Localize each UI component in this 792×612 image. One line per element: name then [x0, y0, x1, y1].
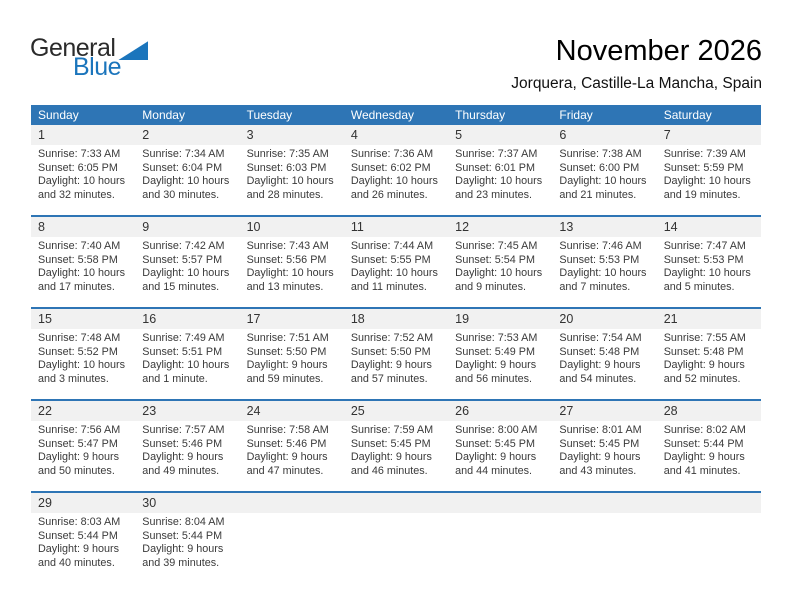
sunset-line: Sunset: 5:50 PM	[350, 345, 431, 358]
day-cell	[240, 145, 344, 202]
empty-day-number	[240, 493, 344, 513]
daylight-line: Daylight: 10 hours and 15 minutes.	[142, 267, 230, 293]
daylight-line: Daylight: 10 hours and 19 minutes.	[663, 175, 751, 201]
sunset-line: Sunset: 5:46 PM	[246, 437, 327, 450]
daylight-line: Daylight: 9 hours and 39 minutes.	[142, 543, 224, 569]
daylight-line: Daylight: 9 hours and 49 minutes.	[142, 451, 224, 477]
sunrise-line: Sunrise: 7:40 AM	[38, 240, 121, 252]
sunrise-line: Sunrise: 7:55 AM	[663, 332, 746, 344]
sunset-line: Sunset: 5:52 PM	[38, 345, 118, 358]
day-number: 9	[142, 220, 150, 234]
daylight-line: Daylight: 9 hours and 50 minutes.	[38, 451, 120, 477]
daylight-line: Daylight: 9 hours and 57 minutes.	[350, 359, 432, 385]
day-cell	[552, 329, 656, 386]
sunset-line: Sunset: 5:49 PM	[455, 345, 535, 358]
daylight-line: Daylight: 10 hours and 5 minutes.	[663, 267, 751, 293]
day-number: 13	[559, 220, 574, 234]
weekday-header-row	[31, 105, 761, 125]
sunset-line: Sunset: 5:55 PM	[350, 253, 431, 266]
day-cell	[135, 513, 239, 570]
day-cell	[240, 421, 344, 478]
empty-day-number	[344, 493, 448, 513]
sunset-line: Sunset: 5:48 PM	[663, 345, 744, 358]
day-cell	[31, 421, 135, 478]
calendar-body	[31, 125, 761, 583]
day-number: 26	[455, 404, 470, 418]
day-cell	[135, 329, 239, 386]
sunset-line: Sunset: 6:02 PM	[350, 161, 431, 174]
sunrise-line: Sunrise: 8:01 AM	[559, 424, 642, 436]
day-number: 16	[142, 312, 157, 326]
general-blue-logo	[30, 36, 148, 80]
empty-day-number	[448, 493, 552, 513]
daylight-line: Daylight: 9 hours and 56 minutes.	[455, 359, 537, 385]
day-header-tuesday: Tuesday	[246, 108, 293, 122]
day-cell	[552, 237, 656, 294]
sunrise-line: Sunrise: 7:57 AM	[142, 424, 225, 436]
sunrise-line: Sunrise: 8:04 AM	[142, 516, 225, 528]
sunset-line: Sunset: 6:03 PM	[246, 161, 327, 174]
day-cell	[448, 329, 552, 386]
day-number: 24	[246, 404, 261, 418]
sunrise-line: Sunrise: 7:48 AM	[38, 332, 121, 344]
sunset-line: Sunset: 5:45 PM	[455, 437, 535, 450]
daylight-line: Daylight: 9 hours and 59 minutes.	[246, 359, 328, 385]
day-cell	[552, 421, 656, 478]
week-row	[31, 125, 761, 215]
sunset-line: Sunset: 5:50 PM	[246, 345, 327, 358]
day-cell	[448, 237, 552, 294]
sunrise-line: Sunrise: 7:54 AM	[559, 332, 642, 344]
day-number: 7	[663, 128, 671, 142]
day-cell	[31, 513, 135, 570]
day-cell	[657, 421, 761, 478]
daylight-line: Daylight: 10 hours and 13 minutes.	[246, 267, 334, 293]
sunset-line: Sunset: 5:56 PM	[246, 253, 327, 266]
sunset-line: Sunset: 5:44 PM	[38, 529, 118, 542]
sunrise-line: Sunrise: 7:42 AM	[142, 240, 225, 252]
day-number: 2	[142, 128, 150, 142]
sunrise-line: Sunrise: 7:59 AM	[350, 424, 434, 436]
sunrise-line: Sunrise: 8:02 AM	[663, 424, 746, 436]
day-cell	[657, 237, 761, 294]
day-header-wednesday: Wednesday	[350, 108, 414, 122]
daylight-line: Daylight: 10 hours and 26 minutes.	[350, 175, 438, 201]
day-number: 28	[663, 404, 678, 418]
sunrise-line: Sunrise: 7:39 AM	[663, 148, 746, 160]
day-number: 29	[38, 496, 52, 510]
sunset-line: Sunset: 5:51 PM	[142, 345, 223, 358]
daylight-line: Daylight: 10 hours and 17 minutes.	[38, 267, 126, 293]
sunrise-line: Sunrise: 7:47 AM	[663, 240, 746, 252]
day-cell	[448, 145, 552, 202]
day-cell	[135, 421, 239, 478]
day-details-row	[31, 513, 761, 570]
sunrise-line: Sunrise: 7:33 AM	[38, 148, 121, 160]
logo-text-blue: Blue	[73, 53, 122, 81]
day-cell	[552, 145, 656, 202]
sunset-line: Sunset: 5:44 PM	[142, 529, 223, 542]
day-cell	[344, 145, 448, 202]
empty-day-cell	[448, 513, 552, 570]
day-number: 1	[38, 128, 45, 142]
sunrise-line: Sunrise: 7:36 AM	[350, 148, 434, 160]
day-cell	[31, 329, 135, 386]
daylight-line: Daylight: 9 hours and 52 minutes.	[663, 359, 745, 385]
day-number-band	[31, 309, 761, 329]
day-number: 5	[455, 128, 463, 142]
day-cell	[657, 145, 761, 202]
sunrise-line: Sunrise: 7:51 AM	[246, 332, 329, 344]
sunrise-line: Sunrise: 7:35 AM	[246, 148, 329, 160]
sunset-line: Sunset: 5:45 PM	[559, 437, 640, 450]
daylight-line: Daylight: 9 hours and 54 minutes.	[559, 359, 641, 385]
day-number: 11	[350, 220, 364, 234]
day-cell	[344, 237, 448, 294]
day-number: 12	[455, 220, 470, 234]
daylight-line: Daylight: 9 hours and 44 minutes.	[455, 451, 537, 477]
sunset-line: Sunset: 6:01 PM	[455, 161, 535, 174]
week-row	[31, 215, 761, 307]
week-row	[31, 307, 761, 399]
daylight-line: Daylight: 10 hours and 1 minute.	[142, 359, 230, 385]
day-cell	[135, 237, 239, 294]
day-cell	[344, 421, 448, 478]
sunset-line: Sunset: 5:53 PM	[663, 253, 744, 266]
sunrise-line: Sunrise: 7:43 AM	[246, 240, 329, 252]
sunset-line: Sunset: 6:05 PM	[38, 161, 118, 174]
day-number: 21	[663, 312, 678, 326]
sunrise-line: Sunrise: 7:45 AM	[455, 240, 538, 252]
day-details-row	[31, 145, 761, 202]
day-number-band	[31, 125, 761, 145]
day-header-saturday: Saturday	[663, 108, 712, 122]
sunset-line: Sunset: 5:48 PM	[559, 345, 640, 358]
day-header-monday: Monday	[142, 108, 185, 122]
empty-day-number	[657, 493, 761, 513]
daylight-line: Daylight: 10 hours and 23 minutes.	[455, 175, 543, 201]
empty-day-cell	[344, 513, 448, 570]
day-cell	[240, 237, 344, 294]
daylight-line: Daylight: 10 hours and 11 minutes.	[350, 267, 438, 293]
sunrise-line: Sunrise: 7:37 AM	[455, 148, 538, 160]
day-number: 14	[663, 220, 678, 234]
sunset-line: Sunset: 5:44 PM	[663, 437, 744, 450]
day-header-thursday: Thursday	[455, 108, 506, 122]
month-title: November 2026	[555, 35, 762, 67]
empty-day-cell	[657, 513, 761, 570]
sunset-line: Sunset: 5:59 PM	[663, 161, 744, 174]
daylight-line: Daylight: 9 hours and 41 minutes.	[663, 451, 745, 477]
day-number: 23	[142, 404, 157, 418]
day-cell	[344, 329, 448, 386]
day-number: 25	[350, 404, 365, 418]
sunset-line: Sunset: 6:00 PM	[559, 161, 640, 174]
day-number: 17	[246, 312, 261, 326]
day-cell	[135, 145, 239, 202]
day-number: 30	[142, 496, 157, 510]
sunset-line: Sunset: 5:46 PM	[142, 437, 223, 450]
day-number: 27	[559, 404, 574, 418]
daylight-line: Daylight: 10 hours and 21 minutes.	[559, 175, 647, 201]
sunrise-line: Sunrise: 7:49 AM	[142, 332, 225, 344]
day-number: 19	[455, 312, 470, 326]
empty-day-cell	[240, 513, 344, 570]
sunset-line: Sunset: 5:47 PM	[38, 437, 118, 450]
daylight-line: Daylight: 10 hours and 3 minutes.	[38, 359, 126, 385]
sunrise-line: Sunrise: 7:52 AM	[350, 332, 434, 344]
day-number-band	[31, 493, 761, 513]
sunrise-line: Sunrise: 7:44 AM	[350, 240, 434, 252]
week-row	[31, 491, 761, 583]
daylight-line: Daylight: 10 hours and 7 minutes.	[559, 267, 647, 293]
daylight-line: Daylight: 9 hours and 47 minutes.	[246, 451, 328, 477]
sunset-line: Sunset: 6:04 PM	[142, 161, 223, 174]
day-cell	[657, 329, 761, 386]
sunset-line: Sunset: 5:57 PM	[142, 253, 223, 266]
sunset-line: Sunset: 5:53 PM	[559, 253, 640, 266]
daylight-line: Daylight: 9 hours and 40 minutes.	[38, 543, 120, 569]
sunrise-line: Sunrise: 7:58 AM	[246, 424, 329, 436]
daylight-line: Daylight: 10 hours and 32 minutes.	[38, 175, 126, 201]
sunset-line: Sunset: 5:54 PM	[455, 253, 535, 266]
day-number: 22	[38, 404, 52, 418]
week-row	[31, 399, 761, 491]
daylight-line: Daylight: 9 hours and 46 minutes.	[350, 451, 432, 477]
title-block	[511, 36, 762, 93]
day-number: 10	[246, 220, 261, 234]
day-details-row	[31, 237, 761, 294]
sunrise-line: Sunrise: 7:34 AM	[142, 148, 225, 160]
day-header-sunday: Sunday	[38, 108, 79, 122]
day-number: 18	[350, 312, 365, 326]
location-subtitle: Jorquera, Castille-La Mancha, Spain	[511, 74, 762, 92]
day-details-row	[31, 329, 761, 386]
sunset-line: Sunset: 5:45 PM	[350, 437, 431, 450]
day-number: 15	[38, 312, 52, 326]
day-number: 6	[559, 128, 567, 142]
daylight-line: Daylight: 9 hours and 43 minutes.	[559, 451, 641, 477]
day-number: 8	[38, 220, 45, 234]
logo-triangle-icon	[118, 41, 148, 60]
daylight-line: Daylight: 10 hours and 30 minutes.	[142, 175, 230, 201]
sunrise-line: Sunrise: 8:00 AM	[455, 424, 538, 436]
logo-text-general: General	[30, 34, 116, 62]
sunrise-line: Sunrise: 7:56 AM	[38, 424, 121, 436]
calendar-grid	[31, 105, 761, 583]
day-details-row	[31, 421, 761, 478]
day-cell	[240, 329, 344, 386]
day-number: 20	[559, 312, 574, 326]
day-cell	[448, 421, 552, 478]
day-number-band	[31, 401, 761, 421]
daylight-line: Daylight: 10 hours and 28 minutes.	[246, 175, 334, 201]
sunrise-line: Sunrise: 7:46 AM	[559, 240, 642, 252]
day-header-friday: Friday	[559, 108, 593, 122]
sunset-line: Sunset: 5:58 PM	[38, 253, 118, 266]
sunrise-line: Sunrise: 8:03 AM	[38, 516, 121, 528]
empty-day-number	[552, 493, 656, 513]
sunrise-line: Sunrise: 7:53 AM	[455, 332, 538, 344]
daylight-line: Daylight: 10 hours and 9 minutes.	[455, 267, 543, 293]
day-number-band	[31, 217, 761, 237]
day-cell	[31, 145, 135, 202]
day-number: 4	[350, 128, 358, 142]
day-cell	[31, 237, 135, 294]
day-number: 3	[246, 128, 254, 142]
empty-day-cell	[552, 513, 656, 570]
sunrise-line: Sunrise: 7:38 AM	[559, 148, 642, 160]
